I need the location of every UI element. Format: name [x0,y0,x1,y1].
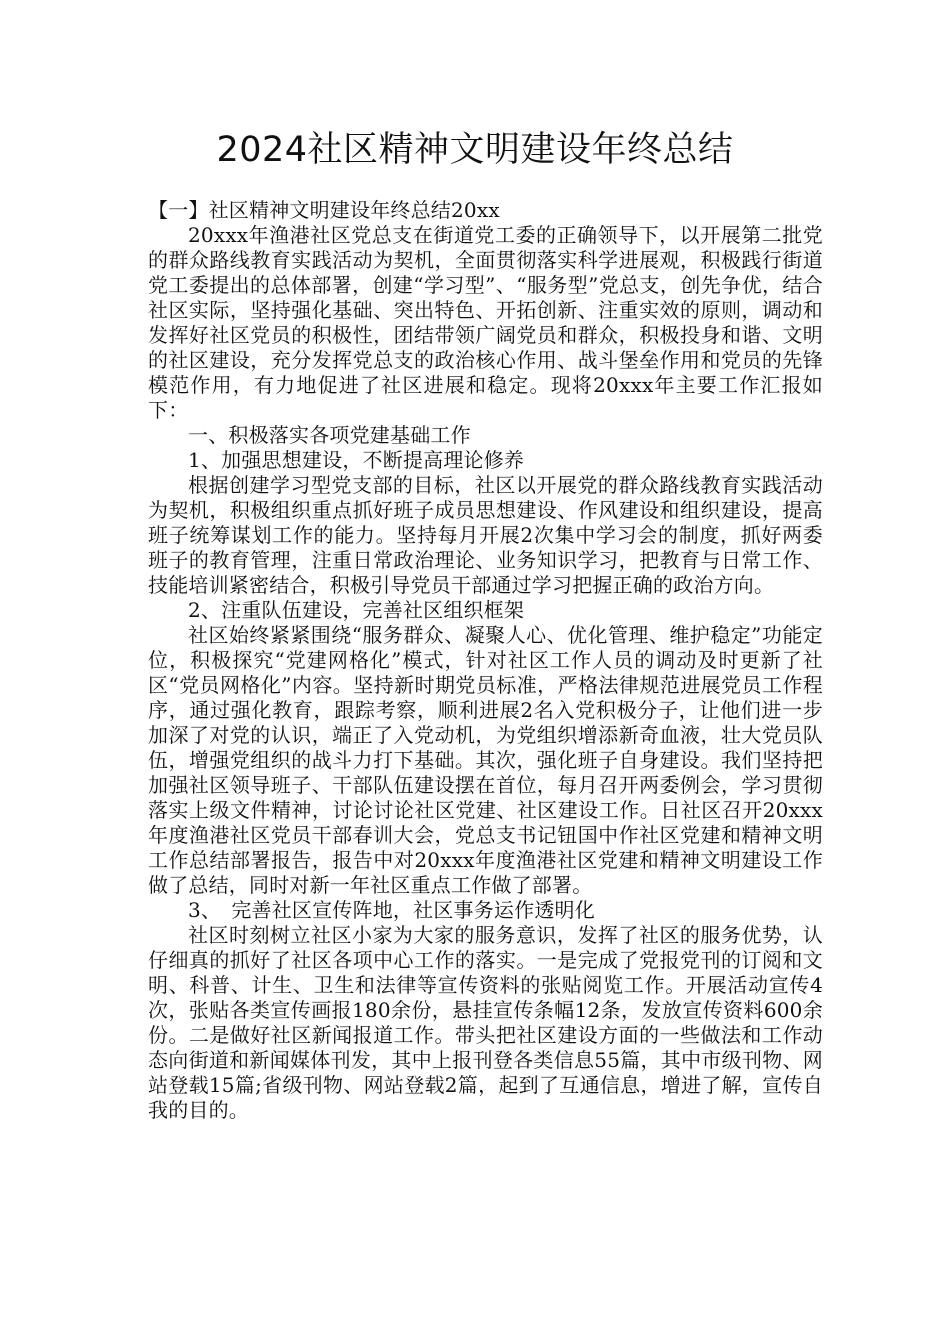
subheading-item-3: 3、 完善社区宣传阵地，社区事务运作透明化 [188,898,595,922]
document-title: 2024社区精神文明建设年终总结 [216,130,734,170]
paragraph-item-3: 社区时刻树立社区小家为大家的服务意识，发挥了社区的服务优势，认仔细真的抓好了社区各项中心工作的落实。一是完成了党报党刊的订阅和文明、科普、计生、卫生和法律等宣传资料的张贴阅览工作。开展活动宣传4次，张贴各类宣传画报180余份，悬挂宣传条幅12条，发放宣传资料600余份。二是做好社区新闻报道工作。带头把社区建设方面的一些做法和工作动态向街道和新闻媒体刊发，其中上报刊登各类信息55篇，其中市级刊物、网站登载15篇;省级刊物、网站登载2篇，起到了互通信息，增进了解，宣传自我的目的。 [148,923,823,1122]
subheading-item-2: 2、注重队伍建设，完善社区组织框架 [188,598,525,622]
subheading-part-one: 一、积极落实各项党建基础工作 [188,423,471,447]
document-body [148,198,823,1123]
paragraph-item-2: 社区始终紧紧围绕“服务群众、凝聚人心、优化管理、维护稳定”功能定位，积极探究“党建网格化”模式，针对社区工作人员的调动及时更新了社区“党员网格化”内容。坚持新时期党员标准，严格法律规范进展党员工作程序，通过强化教育，跟踪考察，顺利进展2名入党积极分子，让他们进一步加深了对党的认识，端正了入党动机，为党组织增添新奇血液，壮大党员队伍，增强党组织的战斗力打下基础。其次，强化班子自身建设。我们坚持把加强社区领导班子、干部队伍建设摆在首位，每月召开两委例会，学习贯彻落实上级文件精神，讨论讨论社区党建、社区建设工作。日社区召开20xxx年度渔港社区党员干部春训大会，党总支书记钮国中作社区党建和精神文明工作总结部署报告，报告中对20xxx年度渔港社区党建和精神文明建设工作做了总结，同时对新一年社区重点工作做了部署。 [148,623,823,897]
paragraph-intro: 20xxx年渔港社区党总支在街道党工委的正确领导下，以开展第二批党的群众路线教育实践活动为契机，全面贯彻落实科学进展观，积极践行街道党工委提出的总体部署，创建“学习型”、“服务型”党总支，创先争优，结合社区实际，坚持强化基础、突出特色、开拓创新、注重实效的原则，调动和发挥好社区党员的积极性，团结带领广阔党员和群众，积极投身和谐、文明的社区建设，充分发挥党总支的政治核心作用、战斗堡垒作用和党员的先锋模范作用，有力地促进了社区进展和稳定。现将20xxx年主要工作汇报如下： [148,223,823,422]
section-heading: 【一】社区精神文明建设年终总结20xx [148,198,500,222]
paragraph-item-1: 根据创建学习型党支部的目标，社区以开展党的群众路线教育实践活动为契机，积极组织重点抓好班子成员思想建设、作风建设和组织建设，提高班子统筹谋划工作的能力。坚持每月开展2次集中学习会的制度，抓好两委班子的教育管理，注重日常政治理论、业务知识学习，把教育与日常工作、技能培训紧密结合，积极引导党员干部通过学习把握正确的政治方向。 [148,473,823,597]
subheading-item-1: 1、加强思想建设，不断提高理论修养 [188,448,525,472]
